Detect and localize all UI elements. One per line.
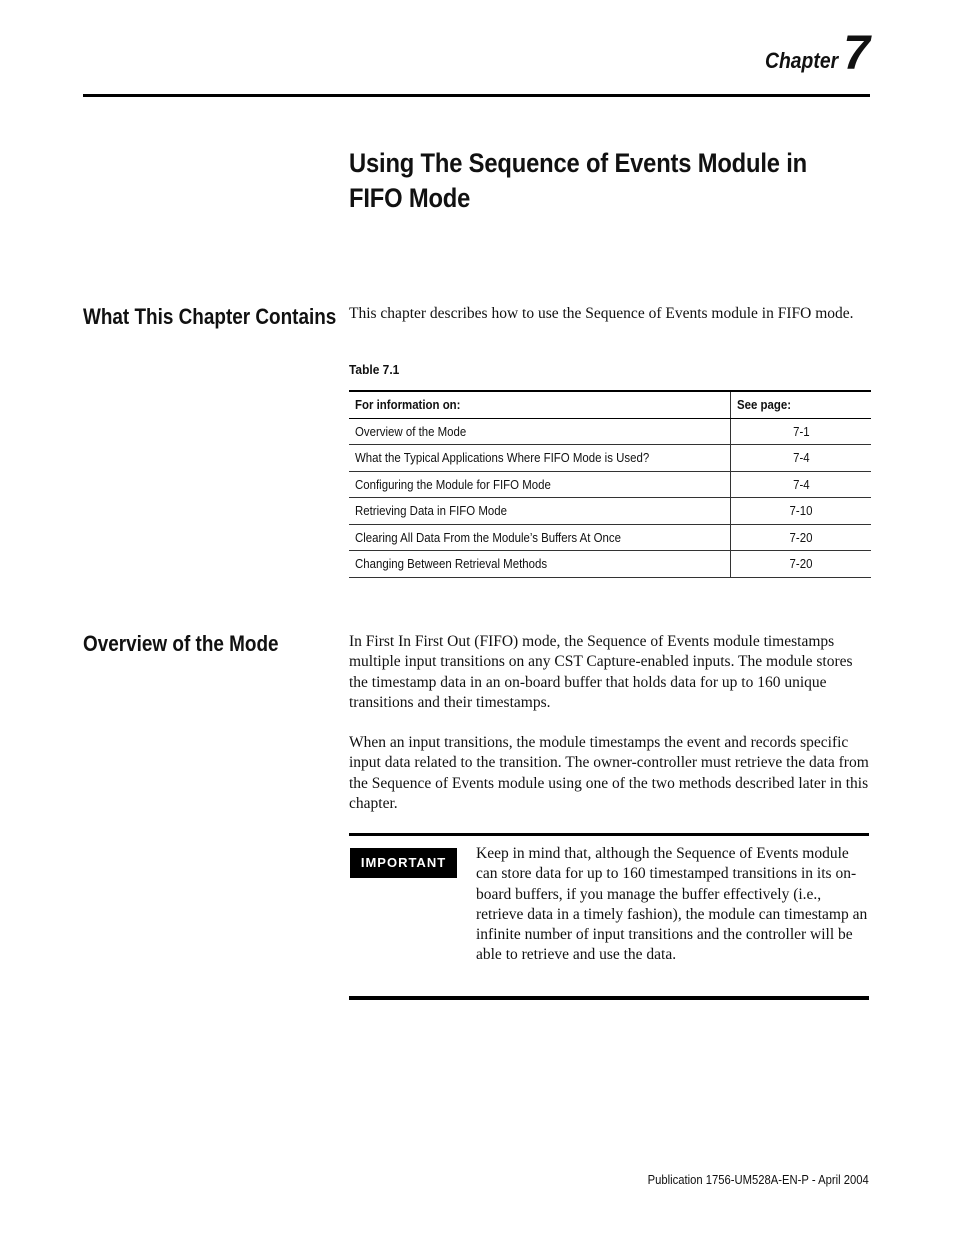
overview-paragraph-1: In First In First Out (FIFO) mode, the Sequence of Events module timestamps multiple input transitions on any CST Capture-enabled inputs. The module stores the timestamp data in an on-board buffer that holds data for up to 160 unique transitions and their timestamps.	[349, 633, 853, 711]
important-note	[349, 833, 869, 1000]
table-row	[349, 498, 871, 525]
header-topic: For information on:	[349, 391, 731, 418]
note-rule-top	[349, 833, 869, 836]
important-badge: IMPORTANT	[350, 848, 457, 878]
page-title-line-1: Using The Sequence of Events Module in	[349, 148, 808, 178]
header-page: See page:	[731, 391, 872, 418]
row-topic: Clearing All Data From the Module’s Buffers At Once	[349, 524, 731, 551]
row-page: 7-4	[731, 471, 872, 498]
section-heading-overview: Overview of the Mode	[83, 631, 279, 656]
row-page: 7-4	[731, 445, 872, 472]
table-row	[349, 418, 871, 445]
row-topic: Changing Between Retrieval Methods	[349, 551, 731, 578]
table-caption: Table 7.1	[349, 362, 400, 377]
row-topic: Configuring the Module for FIFO Mode	[349, 471, 731, 498]
row-topic: Overview of the Mode	[349, 418, 731, 445]
row-page: 7-20	[731, 551, 872, 578]
section-heading-chapter-contents: What This Chapter Contains	[83, 304, 337, 329]
row-page: 7-10	[731, 498, 872, 525]
chapter-divider	[83, 94, 870, 97]
overview-paragraph-2: When an input transitions, the module timestamps the event and records specific input data related to the transition. The owner-controller must retrieve the data from the Sequence of Events module using one of the two methods described later in this chapter.	[349, 734, 869, 812]
page-title	[349, 146, 824, 216]
chapter-label: Chapter	[764, 48, 838, 73]
contents-table	[349, 390, 871, 578]
chapter-intro-paragraph: This chapter describes how to use the Sequence of Events module in FIFO mode.	[349, 305, 854, 322]
table-row	[349, 445, 871, 472]
table-header-row	[349, 391, 871, 418]
row-topic: What the Typical Applications Where FIFO Mode is Used?	[349, 445, 731, 472]
row-page: 7-20	[731, 524, 872, 551]
note-rule-bottom	[349, 996, 869, 1000]
page-title-line-2: FIFO Mode	[349, 183, 471, 213]
table-row	[349, 524, 871, 551]
table-row	[349, 471, 871, 498]
important-text: Keep in mind that, although the Sequence of Events module can store data for up to 160 timestamped transitions in its on-board buffers, if you manage the buffer effectively (i.e., retrieve data in a timely fashion), the module can timestamp an infinite number of input transitions and the controller will be able to retrieve and use the data.	[476, 845, 868, 964]
publication-footer: Publication 1756-UM528A-EN-P - April 2004	[647, 1173, 869, 1187]
row-topic: Retrieving Data in FIFO Mode	[349, 498, 731, 525]
table-row	[349, 551, 871, 578]
chapter-number: 7	[843, 27, 870, 80]
chapter-header	[0, 28, 870, 80]
row-page: 7-1	[731, 418, 872, 445]
